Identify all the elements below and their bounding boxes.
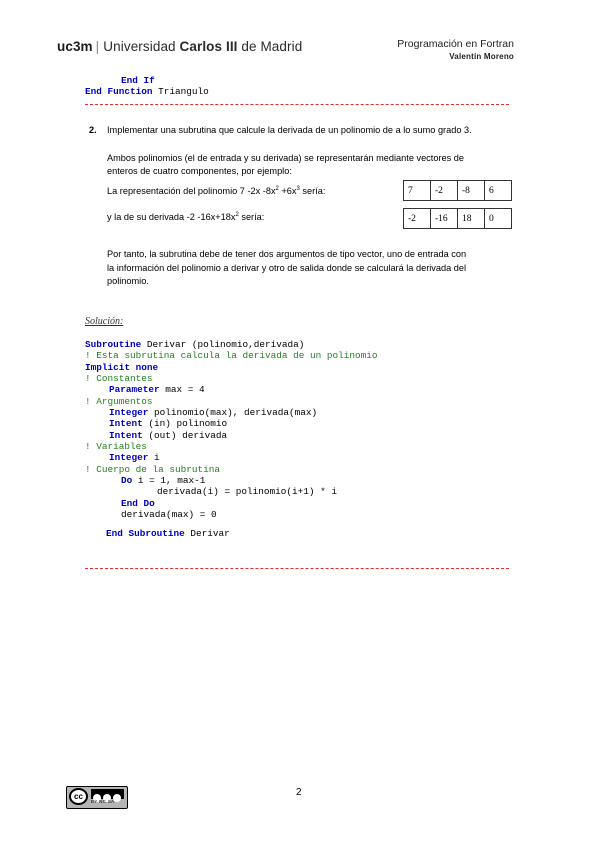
code-keyword: Intent <box>109 418 143 429</box>
example1-exp2: 3 <box>296 186 300 192</box>
code-comment: ! Esta subrutina calcula la derivada de un polinomio <box>85 350 378 361</box>
code-text: Derivar (polinomio,derivada) <box>141 339 305 350</box>
vector-spacer <box>404 201 512 209</box>
logo-university-bold: Carlos III <box>179 39 238 54</box>
vector-cell: -2 <box>431 181 458 201</box>
keyword-end-if: End If <box>121 75 155 86</box>
code-line <box>109 430 227 441</box>
separator-line-bottom <box>85 568 509 569</box>
code-end-function <box>85 86 209 97</box>
author-name: Valentín Moreno <box>449 52 514 61</box>
code-line <box>121 475 205 486</box>
code-line <box>85 464 220 475</box>
vector-table <box>403 180 512 229</box>
exercise-number: 2. <box>89 125 97 135</box>
code-line <box>85 373 153 384</box>
course-title: Programación en Fortran <box>397 38 514 50</box>
code-line <box>85 362 158 373</box>
vector-row-derivative <box>404 209 512 229</box>
vector-cell: 0 <box>485 209 512 229</box>
code-text: (out) derivada <box>142 430 228 441</box>
function-name: Triangulo <box>152 86 209 97</box>
license-terms: BY NC SA <box>91 799 115 804</box>
code-line <box>85 350 378 361</box>
code-line <box>106 528 230 539</box>
code-keyword: Subroutine <box>85 339 142 350</box>
code-comment: ! Cuerpo de la subrutina <box>85 464 221 475</box>
example-polynomial <box>107 183 325 199</box>
vector-cell: -8 <box>458 181 485 201</box>
vector-cell: -16 <box>431 209 458 229</box>
logo-university-pre: Universidad <box>103 39 180 54</box>
example2-pre: y la de su derivada -2 -16x+18x <box>107 212 236 223</box>
conclusion-line-3: polinomio. <box>107 276 149 286</box>
code-comment: ! Argumentos <box>85 396 153 407</box>
code-text: derivada(i) = polinomio(i+1) * i <box>157 486 338 497</box>
vector-cell: -2 <box>404 209 431 229</box>
code-keyword: Parameter <box>109 384 160 395</box>
code-text: i <box>148 452 160 463</box>
keyword-end-function: End Function <box>85 86 153 97</box>
code-text: i = 1, max-1 <box>132 475 206 486</box>
code-line <box>109 384 205 395</box>
code-line <box>85 396 153 407</box>
license-icons <box>91 789 124 799</box>
example1-pre: La representación del polinomio 7 -2x -8x <box>107 186 276 197</box>
vector-cell: 6 <box>485 181 512 201</box>
conclusion-line-2: la información del polinomio a derivar y otro de salida donde se calculará la derivada del <box>107 263 467 273</box>
conclusion-line-1: Por tanto, la subrutina debe de tener dos argumentos de tipo vector, uno de entrada con <box>107 249 467 259</box>
code-keyword: Intent <box>109 430 143 441</box>
vector-cell: 7 <box>404 181 431 201</box>
code-line <box>109 407 317 418</box>
vector-row-polynomial <box>404 181 512 201</box>
code-text: (in) polinomio <box>142 418 228 429</box>
logo-separator: | <box>95 39 100 54</box>
university-logo <box>57 39 302 54</box>
example1-mid: +6x <box>278 186 297 197</box>
code-text: max = 4 <box>159 384 205 395</box>
logo-short: uc3m <box>57 39 93 54</box>
separator-line-top <box>85 104 509 105</box>
creative-commons-badge <box>66 786 128 809</box>
code-line <box>85 441 147 452</box>
example2-post: sería: <box>238 212 265 223</box>
exercise-statement: Implementar una subrutina que calcule la derivada de un polinomio de a lo sumo grado 3. <box>107 125 472 135</box>
code-keyword: Integer <box>109 407 149 418</box>
logo-university-post: de Madrid <box>237 39 303 54</box>
example2-exp: 2 <box>235 212 239 218</box>
solution-heading: Solución: <box>85 316 124 327</box>
example-derivative <box>107 209 264 225</box>
code-keyword: Implicit none <box>85 362 159 373</box>
cc-icon: cc <box>69 788 88 805</box>
code-line <box>85 339 304 350</box>
code-line <box>121 509 217 520</box>
vector-cell: 18 <box>458 209 485 229</box>
code-end-if <box>121 75 155 86</box>
code-text: derivada(max) = 0 <box>121 509 217 520</box>
code-keyword: Do <box>121 475 133 486</box>
code-comment: ! Variables <box>85 441 147 452</box>
code-keyword: End Do <box>121 498 155 509</box>
page-number: 2 <box>296 787 302 798</box>
example1-post: sería: <box>299 186 326 197</box>
code-comment: ! Constantes <box>85 373 153 384</box>
code-line <box>109 452 160 463</box>
intro-line-2: enteros de cuatro componentes, por ejemplo: <box>107 166 292 176</box>
code-text: polinomio(max), derivada(max) <box>148 407 318 418</box>
example1-exp1: 2 <box>275 186 279 192</box>
intro-line-1: Ambos polinomios (el de entrada y su derivada) se representarán mediante vectores de <box>107 153 464 163</box>
code-keyword: Integer <box>109 452 149 463</box>
code-keyword: End Subroutine <box>106 528 185 539</box>
code-line <box>109 418 227 429</box>
code-line <box>157 486 337 497</box>
code-line <box>121 498 155 509</box>
code-text: Derivar <box>184 528 230 539</box>
